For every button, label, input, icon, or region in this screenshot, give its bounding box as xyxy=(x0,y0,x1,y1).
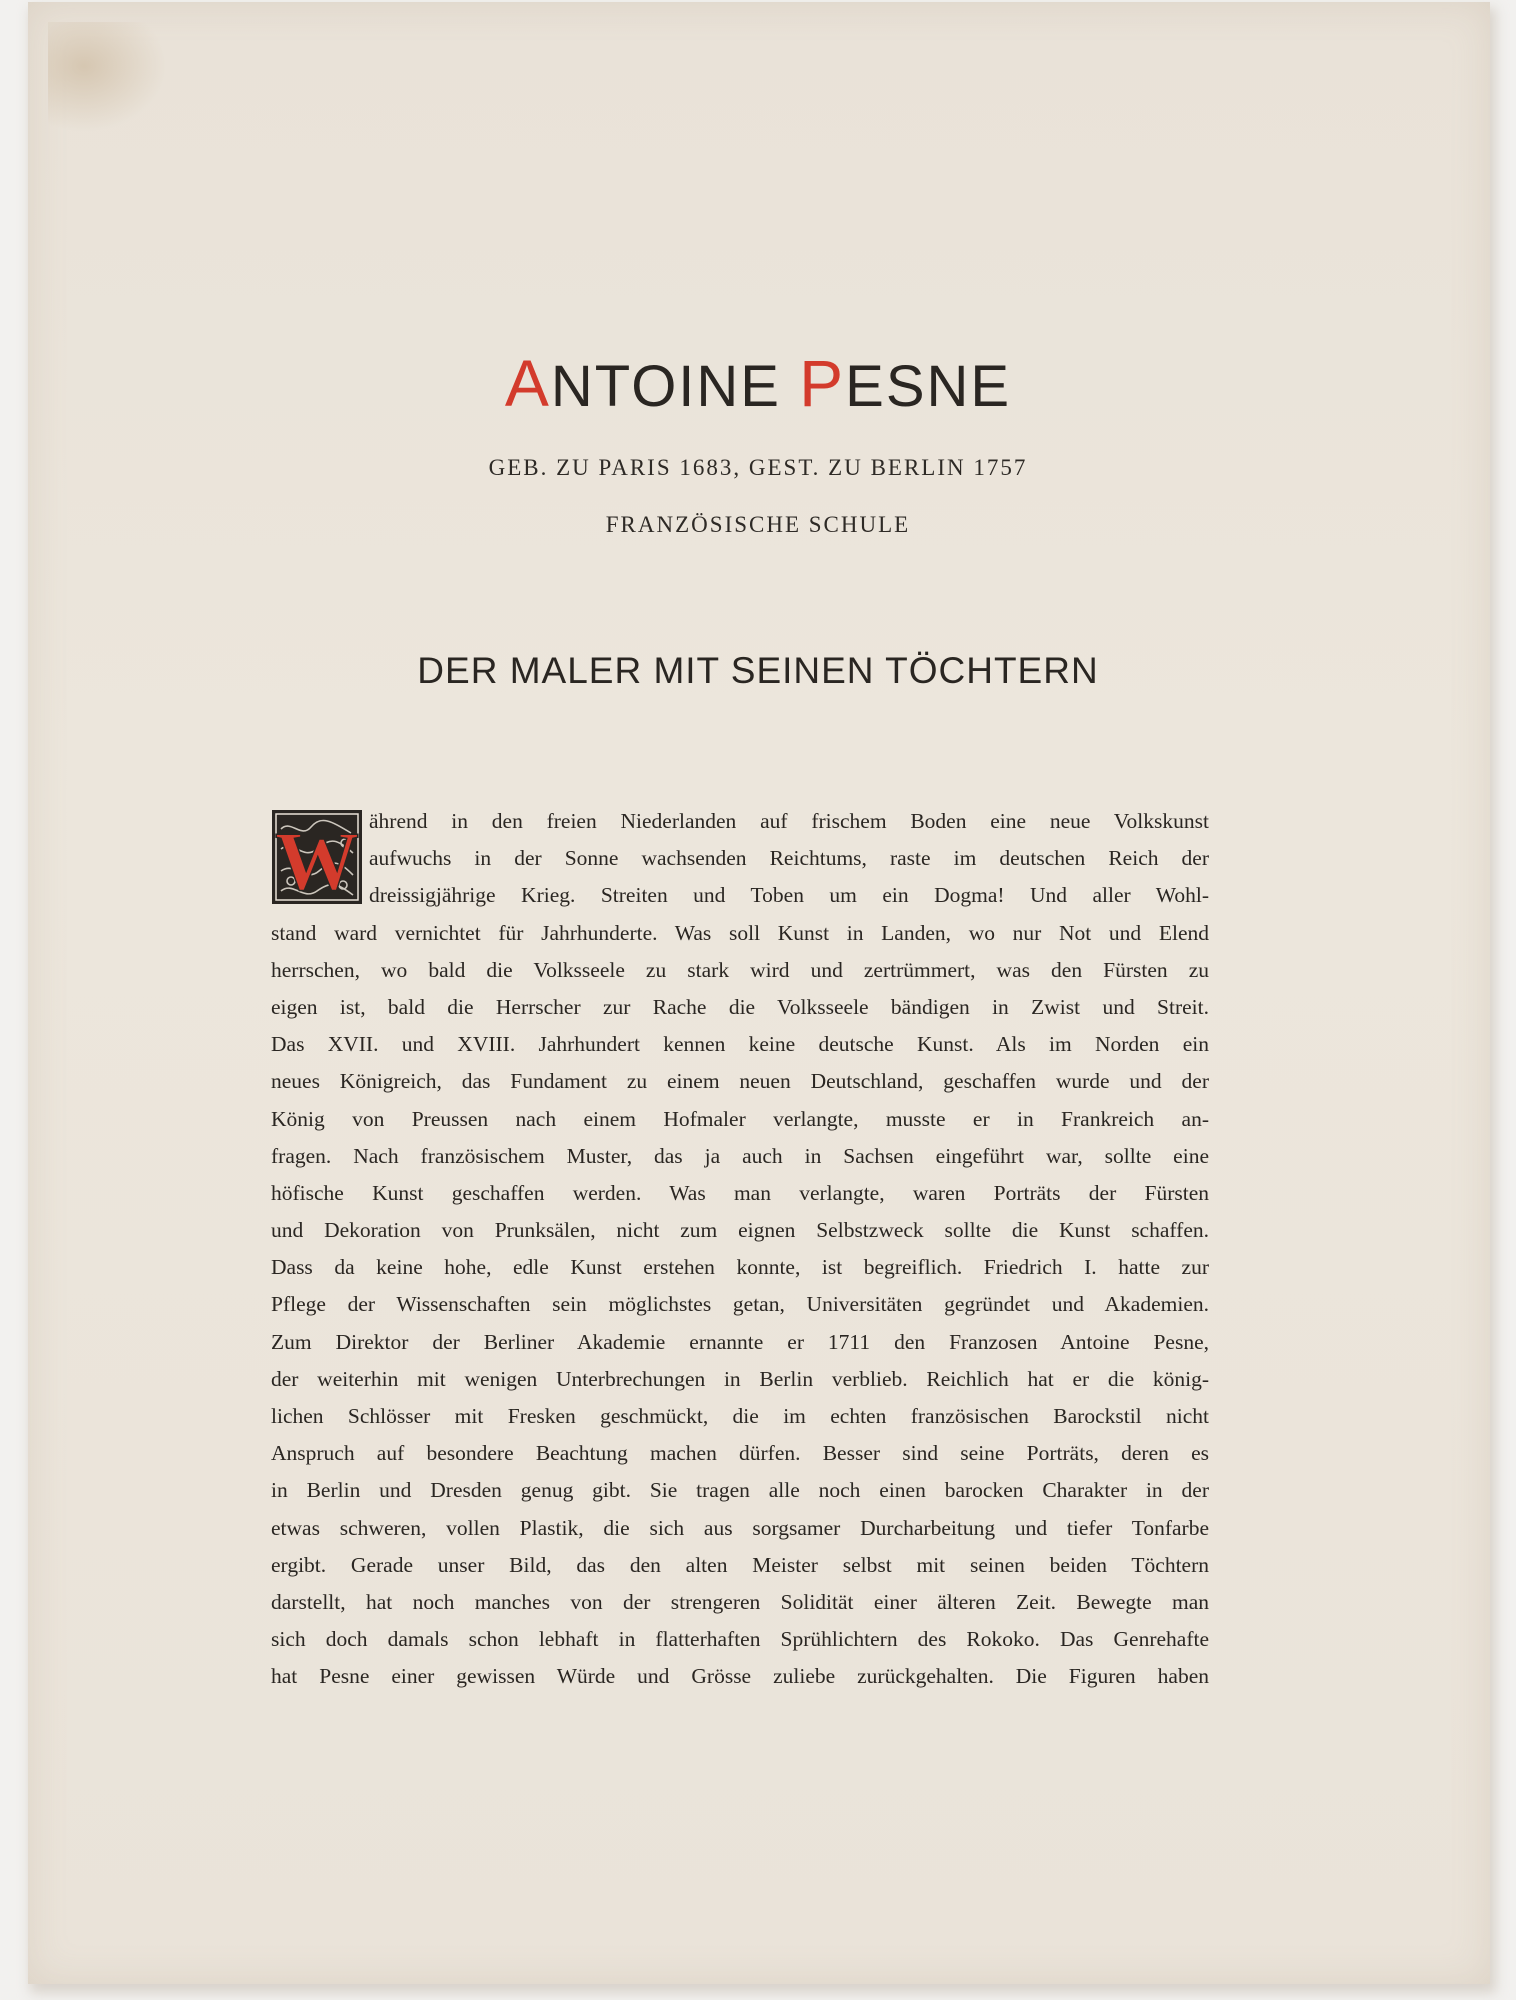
body-text xyxy=(271,803,1209,1696)
body-line: lichen Schlösser mit Fresken geschmückt, die im echten französischen Barockstil nicht xyxy=(271,1404,1209,1428)
body-line: und Dekoration von Prunksälen, nicht zum eignen Selbstzweck sollte die Kunst schaffen. xyxy=(271,1218,1209,1243)
body-line: höfische Kunst geschaffen werden. Was man verlangte, waren Porträts der Fürsten xyxy=(271,1180,1209,1205)
svg-text:W: W xyxy=(275,815,359,905)
body-line: dreissigjährige Krieg. Streiten und Toben um ein Dogma! Und aller Wohl- xyxy=(369,883,1209,908)
body-line: etwas schweren, vollen Plastik, die sich aus sorgsamer Durcharbeitung und tiefer Tonfarbe xyxy=(271,1515,1209,1540)
body-line: Pflege der Wissenschaften sein möglichstes getan, Universitäten gegründet und Akademien. xyxy=(271,1292,1209,1317)
body-line: Anspruch auf besondere Beachtung machen dürfen. Besser sind seine Porträts, deren es xyxy=(271,1441,1209,1466)
body-line: darstellt, hat noch manches von der strengeren Solidität einer älteren Zeit. Bewegte man xyxy=(271,1589,1209,1614)
body-line: ergibt. Gerade unser Bild, das den alten Meister selbst mit seinen beiden Töchtern xyxy=(271,1552,1209,1577)
title-rest-p: ESNE xyxy=(845,354,1012,419)
dropcap-w-icon xyxy=(271,809,363,905)
body-line: fragen. Nach französischem Muster, das ja auch in Sachsen eingeführt war, sollte eine xyxy=(271,1143,1209,1168)
title-initial-a: A xyxy=(504,346,551,420)
body-lines xyxy=(271,803,1209,1696)
title-initial-p: P xyxy=(799,346,846,420)
body-line: herrschen, wo bald die Volksseele zu stark wird und zertrümmert, was den Fürsten zu xyxy=(271,957,1209,982)
body-line: König von Preussen nach einem Hofmaler verlangte, musste er in Frankreich an- xyxy=(271,1106,1209,1131)
dropcap-ornament xyxy=(271,809,363,905)
body-line: aufwuchs in der Sonne wachsenden Reichtums, raste im deutschen Reich der xyxy=(369,846,1209,871)
body-line: Zum Direktor der Berliner Akademie ernannte er 1711 den Franzosen Antoine Pesne, xyxy=(271,1329,1209,1354)
title-rest-a: NTOINE xyxy=(550,354,800,419)
body-line: neues Königreich, das Fundament zu einem neuen Deutschland, geschaffen wurde und der xyxy=(271,1069,1209,1094)
paper-stain xyxy=(48,22,168,132)
subtitle-school: FRANZÖSISCHE SCHULE xyxy=(605,512,911,537)
section-heading: DER MALER MIT SEINEN TÖCHTERN xyxy=(417,650,1099,691)
body-line: hat Pesne einer gewissen Würde und Grösse zuliebe zurückgehalten. Die Figuren haben xyxy=(271,1664,1209,1689)
body-line: sich doch damals schon lebhaft in flatterhaften Sprühlichtern des Rokoko. Das Genrehafte xyxy=(271,1627,1209,1652)
page-title xyxy=(0,345,1516,421)
subtitle-dates: GEB. ZU PARIS 1683, GEST. ZU BERLIN 1757 xyxy=(488,455,1028,480)
body-line: eigen ist, bald die Herrscher zur Rache die Volksseele bändigen in Zwist und Streit. xyxy=(271,994,1209,1019)
body-line: stand ward vernichtet für Jahrhunderte. Was soll Kunst in Landen, wo nur Not und Elend xyxy=(271,920,1209,945)
body-line: ährend in den freien Niederlanden auf frischem Boden eine neue Volkskunst xyxy=(369,809,1209,833)
body-line: Das XVII. und XVIII. Jahrhundert kennen keine deutsche Kunst. Als im Norden ein xyxy=(271,1032,1209,1057)
body-line: in Berlin und Dresden genug gibt. Sie tragen alle noch einen barocken Charakter in der xyxy=(271,1478,1209,1503)
body-line: der weiterhin mit wenigen Unterbrechungen in Berlin verblieb. Reichlich hat er die könig- xyxy=(271,1366,1209,1391)
body-line: Dass da keine hohe, edle Kunst erstehen konnte, ist begreiflich. Friedrich I. hatte zur xyxy=(271,1255,1209,1280)
